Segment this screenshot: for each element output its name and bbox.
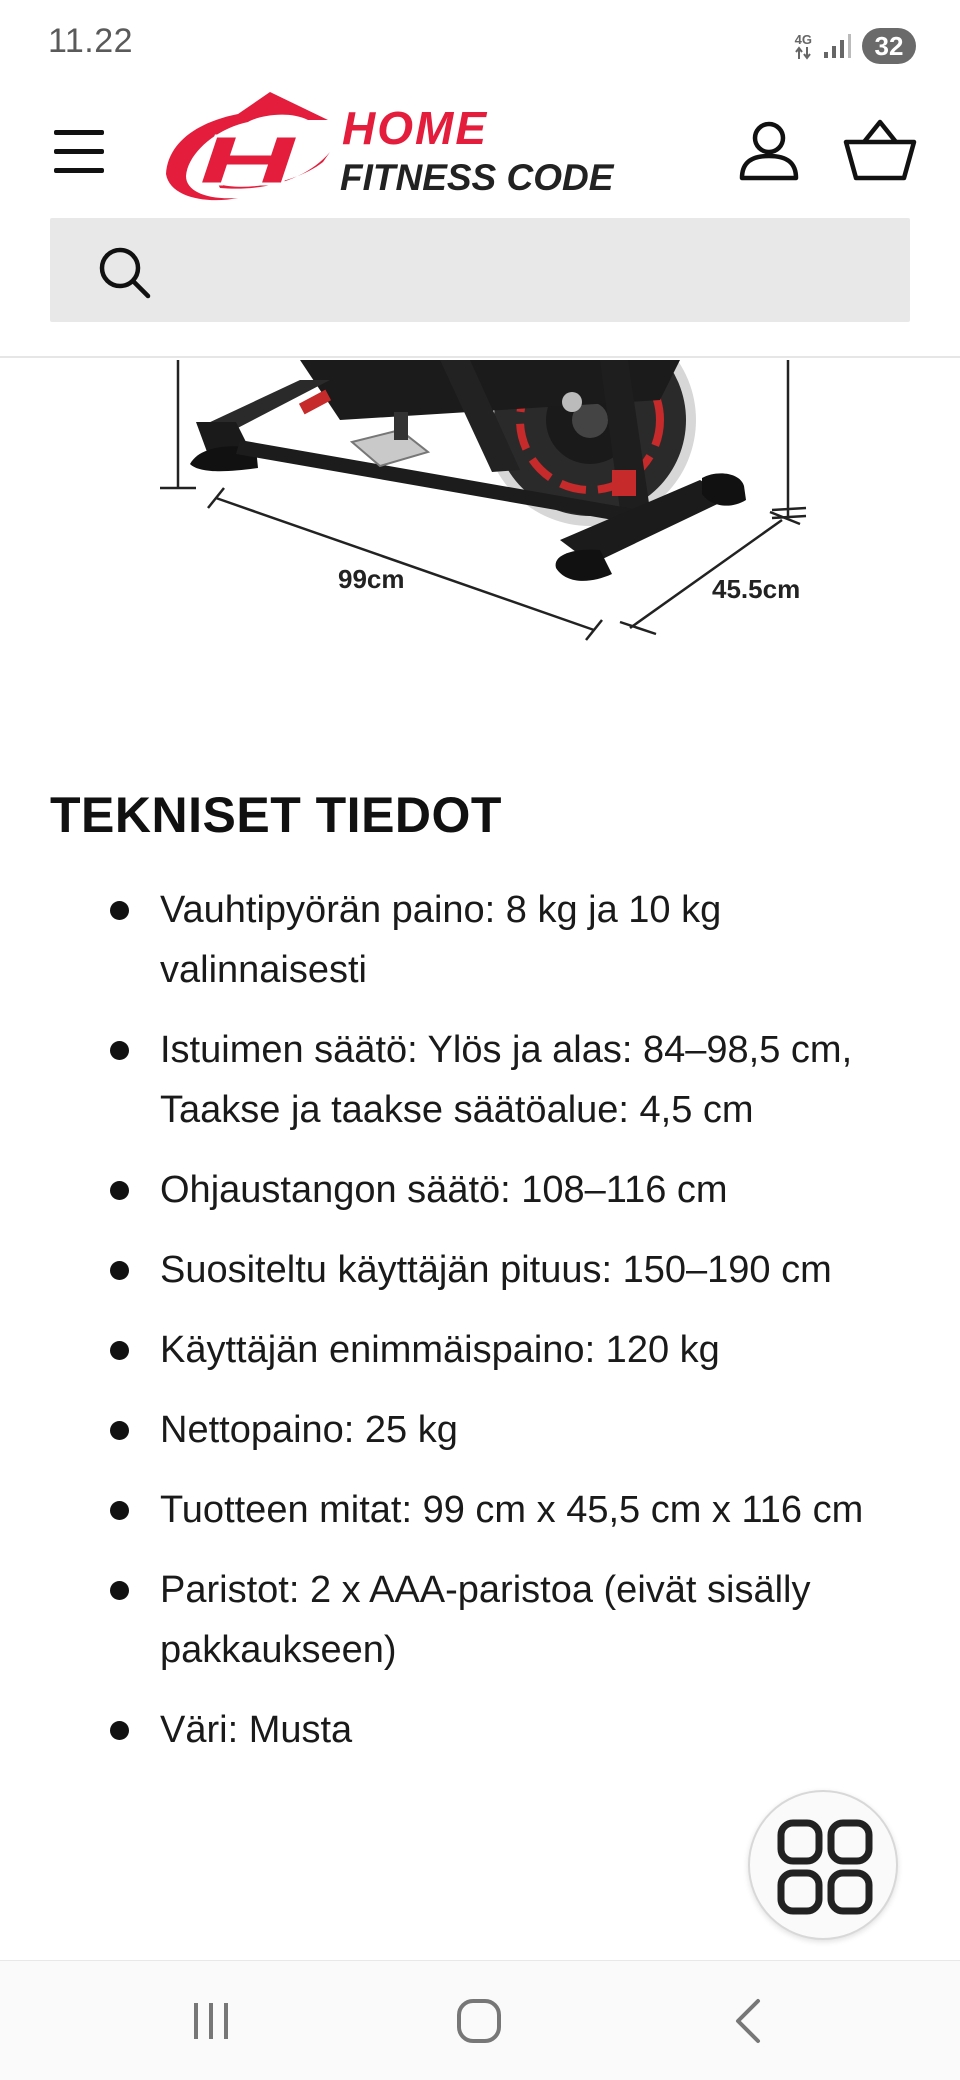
search-bar[interactable] bbox=[50, 218, 910, 322]
back-button[interactable] bbox=[714, 1991, 784, 2051]
search-input[interactable] bbox=[170, 238, 890, 302]
signal-icon bbox=[822, 32, 852, 60]
brand-logo[interactable] bbox=[158, 92, 668, 212]
home-icon bbox=[444, 1991, 514, 2051]
recent-apps-button[interactable] bbox=[176, 1991, 246, 2051]
network-indicator bbox=[795, 33, 812, 60]
floating-grid-button[interactable] bbox=[748, 1790, 898, 1940]
back-icon bbox=[714, 1991, 784, 2051]
site-header bbox=[0, 88, 960, 358]
status-icons bbox=[795, 26, 916, 66]
spec-item-net-weight: Nettopaino: 25 kg bbox=[0, 1400, 960, 1460]
spec-item-color: Väri: Musta bbox=[0, 1700, 960, 1760]
spec-item-batteries: Paristot: 2 x AAA-paristoa (eivät sisälly pakkaukseen) bbox=[0, 1560, 960, 1680]
spec-title: TEKNISET TIEDOT bbox=[50, 787, 502, 843]
bike-dimension-drawing bbox=[0, 360, 960, 660]
dimension-width-label: 45.5cm bbox=[712, 574, 801, 604]
product-image bbox=[0, 360, 960, 660]
battery-indicator: 32 bbox=[862, 28, 916, 64]
menu-button[interactable] bbox=[50, 124, 110, 180]
logo-line2: FITNESS CODE bbox=[340, 157, 614, 198]
user-icon bbox=[736, 118, 802, 184]
spec-list bbox=[0, 880, 960, 1780]
status-time: 11.22 bbox=[48, 22, 134, 60]
data-arrows-icon bbox=[795, 46, 811, 60]
basket-icon bbox=[842, 118, 918, 184]
home-button[interactable] bbox=[444, 1991, 514, 2051]
recent-apps-icon bbox=[176, 1991, 246, 2051]
system-nav-bar bbox=[0, 1960, 960, 2080]
network-type: 4G bbox=[794, 31, 812, 47]
spec-item-max-weight: Käyttäjän enimmäispaino: 120 kg bbox=[0, 1320, 960, 1380]
spec-item-user-height: Suositeltu käyttäjän pituus: 150–190 cm bbox=[0, 1240, 960, 1300]
dimension-length-label: 99cm bbox=[338, 564, 405, 594]
menu-icon bbox=[50, 124, 110, 180]
logo-mark-icon bbox=[158, 92, 668, 212]
cart-button[interactable] bbox=[842, 118, 918, 184]
account-button[interactable] bbox=[736, 118, 802, 184]
spec-item-handlebar-adjustment: Ohjaustangon säätö: 108–116 cm bbox=[0, 1160, 960, 1220]
grid-icon bbox=[777, 1819, 873, 1915]
spec-item-flywheel: Vauhtipyörän paino: 8 kg ja 10 kg valinnaisesti bbox=[0, 880, 960, 1000]
status-bar bbox=[0, 0, 960, 88]
spec-item-dimensions: Tuotteen mitat: 99 cm x 45,5 cm x 116 cm bbox=[0, 1480, 960, 1540]
search-icon[interactable] bbox=[96, 244, 152, 300]
spec-item-seat-adjustment: Istuimen säätö: Ylös ja alas: 84–98,5 cm, Taakse ja taakse säätöalue: 4,5 cm bbox=[0, 1020, 960, 1140]
logo-line1: HOME bbox=[342, 102, 488, 154]
